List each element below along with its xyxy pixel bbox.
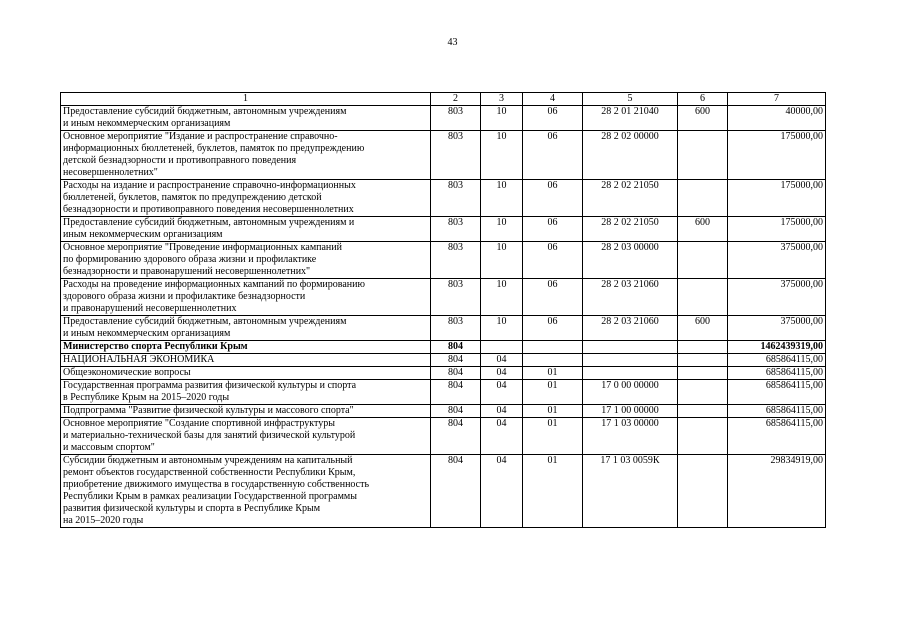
cell-target-article bbox=[583, 354, 678, 367]
cell-name-line: безнадзорности и правонарушений несовершеннолетних" bbox=[63, 266, 311, 277]
cell-name-line: и массовым спортом" bbox=[63, 442, 155, 453]
cell-expense-type bbox=[678, 180, 728, 217]
cell-name bbox=[61, 316, 431, 341]
cell-subsection: 01 bbox=[523, 405, 583, 418]
cell-name bbox=[61, 405, 431, 418]
cell-target-article: 17 1 03 0059К bbox=[583, 455, 678, 528]
cell-name-line: здорового образа жизни и профилактике безнадзорности bbox=[63, 291, 306, 302]
cell-amount: 375000,00 bbox=[728, 242, 826, 279]
cell-amount: 175000,00 bbox=[728, 131, 826, 180]
cell-amount: 375000,00 bbox=[728, 279, 826, 316]
cell-section: 04 bbox=[481, 354, 523, 367]
table-row bbox=[61, 341, 826, 354]
cell-name-line: Предоставление субсидий бюджетным, автономным учреждениям bbox=[63, 106, 347, 117]
cell-target-article: 28 2 03 21060 bbox=[583, 316, 678, 341]
cell-name-line: детской безнадзорности и противоправного поведения bbox=[63, 155, 297, 166]
cell-name-line: и иным некоммерческим организациям bbox=[63, 328, 231, 339]
table-row bbox=[61, 279, 826, 316]
cell-section: 04 bbox=[481, 418, 523, 455]
cell-section: 04 bbox=[481, 455, 523, 528]
cell-amount: 685864115,00 bbox=[728, 354, 826, 367]
cell-subsection: 01 bbox=[523, 418, 583, 455]
cell-name-line: Общеэкономические вопросы bbox=[63, 367, 191, 378]
cell-name-line: информационных бюллетеней, буклетов, памяток по предупреждению bbox=[63, 143, 365, 154]
cell-expense-type: 600 bbox=[678, 217, 728, 242]
cell-name-line: Основное мероприятие "Издание и распространение справочно- bbox=[63, 131, 338, 142]
cell-section: 04 bbox=[481, 380, 523, 405]
cell-name-line: Предоставление субсидий бюджетным, автономным учреждениям и bbox=[63, 217, 355, 228]
table-row bbox=[61, 106, 826, 131]
cell-expense-type bbox=[678, 380, 728, 405]
cell-target-article: 28 2 03 00000 bbox=[583, 242, 678, 279]
cell-expense-type bbox=[678, 354, 728, 367]
cell-target-article bbox=[583, 341, 678, 354]
cell-name-line: приобретение движимого имущества в государственную собственность bbox=[63, 479, 370, 490]
cell-name-line: Республики Крым в рамках реализации Государственной программы bbox=[63, 491, 357, 502]
table-row bbox=[61, 131, 826, 180]
cell-grbs: 804 bbox=[431, 367, 481, 380]
header-col-7: 7 bbox=[728, 93, 826, 106]
cell-target-article: 28 2 02 00000 bbox=[583, 131, 678, 180]
cell-name bbox=[61, 455, 431, 528]
cell-grbs: 803 bbox=[431, 180, 481, 217]
cell-name bbox=[61, 380, 431, 405]
cell-name bbox=[61, 131, 431, 180]
cell-name-line: Министерство спорта Республики Крым bbox=[63, 341, 248, 352]
header-col-2: 2 bbox=[431, 93, 481, 106]
cell-subsection: 06 bbox=[523, 279, 583, 316]
cell-section: 10 bbox=[481, 279, 523, 316]
cell-name bbox=[61, 106, 431, 131]
cell-target-article: 17 0 00 00000 bbox=[583, 380, 678, 405]
cell-section: 10 bbox=[481, 242, 523, 279]
cell-amount: 375000,00 bbox=[728, 316, 826, 341]
cell-subsection: 01 bbox=[523, 455, 583, 528]
cell-name-line: Предоставление субсидий бюджетным, автономным учреждениям bbox=[63, 316, 347, 327]
cell-section bbox=[481, 341, 523, 354]
cell-target-article: 28 2 02 21050 bbox=[583, 217, 678, 242]
cell-section: 04 bbox=[481, 367, 523, 380]
cell-subsection: 01 bbox=[523, 367, 583, 380]
cell-grbs: 803 bbox=[431, 217, 481, 242]
table-row bbox=[61, 455, 826, 528]
cell-name-line: несовершеннолетних" bbox=[63, 167, 158, 178]
cell-grbs: 803 bbox=[431, 279, 481, 316]
table-row bbox=[61, 242, 826, 279]
cell-target-article bbox=[583, 367, 678, 380]
cell-name-line: Субсидии бюджетным и автономным учреждениям на капитальный bbox=[63, 455, 353, 466]
cell-name bbox=[61, 418, 431, 455]
cell-amount: 175000,00 bbox=[728, 217, 826, 242]
cell-grbs: 804 bbox=[431, 354, 481, 367]
cell-name-line: НАЦИОНАЛЬНАЯ ЭКОНОМИКА bbox=[63, 354, 215, 365]
cell-subsection: 01 bbox=[523, 380, 583, 405]
cell-section: 10 bbox=[481, 217, 523, 242]
header-col-1: 1 bbox=[61, 93, 431, 106]
cell-grbs: 803 bbox=[431, 106, 481, 131]
cell-name-line: бюллетеней, буклетов, памяток по предупреждению детской bbox=[63, 192, 322, 203]
cell-expense-type bbox=[678, 242, 728, 279]
cell-amount: 685864115,00 bbox=[728, 367, 826, 380]
cell-grbs: 804 bbox=[431, 341, 481, 354]
cell-amount: 685864115,00 bbox=[728, 405, 826, 418]
cell-amount: 175000,00 bbox=[728, 180, 826, 217]
cell-name-line: Основное мероприятие "Создание спортивной инфраструктуры bbox=[63, 418, 335, 429]
cell-name-line: Подпрограмма "Развитие физической культуры и массового спорта" bbox=[63, 405, 354, 416]
cell-section: 10 bbox=[481, 131, 523, 180]
cell-name-line: Расходы на издание и распространение справочно-информационных bbox=[63, 180, 356, 191]
cell-subsection: 06 bbox=[523, 217, 583, 242]
table-row bbox=[61, 316, 826, 341]
cell-subsection: 06 bbox=[523, 180, 583, 217]
table-row bbox=[61, 418, 826, 455]
cell-subsection: 06 bbox=[523, 106, 583, 131]
cell-target-article: 17 1 03 00000 bbox=[583, 418, 678, 455]
cell-name-line: Основное мероприятие "Проведение информационных кампаний bbox=[63, 242, 342, 253]
cell-name-line: и иным некоммерческим организациям bbox=[63, 118, 231, 129]
header-col-5: 5 bbox=[583, 93, 678, 106]
table-row bbox=[61, 380, 826, 405]
cell-section: 10 bbox=[481, 180, 523, 217]
cell-grbs: 804 bbox=[431, 380, 481, 405]
table-row bbox=[61, 367, 826, 380]
cell-expense-type: 600 bbox=[678, 106, 728, 131]
cell-name bbox=[61, 341, 431, 354]
cell-target-article: 28 2 03 21060 bbox=[583, 279, 678, 316]
cell-expense-type bbox=[678, 131, 728, 180]
cell-section: 10 bbox=[481, 106, 523, 131]
table-header-row bbox=[61, 93, 826, 106]
cell-subsection bbox=[523, 341, 583, 354]
cell-target-article: 17 1 00 00000 bbox=[583, 405, 678, 418]
cell-expense-type bbox=[678, 279, 728, 316]
cell-amount: 685864115,00 bbox=[728, 380, 826, 405]
cell-name-line: Расходы на проведение информационных кампаний по формированию bbox=[63, 279, 365, 290]
cell-name-line: развития физической культуры и спорта в Республике Крым bbox=[63, 503, 321, 514]
page-number: 43 bbox=[447, 37, 458, 48]
cell-grbs: 804 bbox=[431, 405, 481, 418]
cell-target-article: 28 2 02 21050 bbox=[583, 180, 678, 217]
cell-name-line: и правонарушений несовершеннолетних bbox=[63, 303, 237, 314]
cell-name bbox=[61, 279, 431, 316]
cell-grbs: 803 bbox=[431, 242, 481, 279]
cell-name-line: Государственная программа развития физической культуры и спорта bbox=[63, 380, 357, 391]
cell-name-line: на 2015–2020 годы bbox=[63, 515, 144, 526]
cell-section: 10 bbox=[481, 316, 523, 341]
header-col-6: 6 bbox=[678, 93, 728, 106]
cell-amount: 29834919,00 bbox=[728, 455, 826, 528]
cell-expense-type bbox=[678, 405, 728, 418]
cell-amount: 685864115,00 bbox=[728, 418, 826, 455]
cell-expense-type bbox=[678, 367, 728, 380]
cell-name bbox=[61, 242, 431, 279]
cell-subsection bbox=[523, 354, 583, 367]
table-row bbox=[61, 354, 826, 367]
header-col-3: 3 bbox=[481, 93, 523, 106]
cell-expense-type bbox=[678, 341, 728, 354]
table-row bbox=[61, 217, 826, 242]
cell-name-line: по формированию здорового образа жизни и профилактике bbox=[63, 254, 317, 265]
cell-grbs: 804 bbox=[431, 418, 481, 455]
cell-name bbox=[61, 367, 431, 380]
cell-name-line: ремонт объектов государственной собственности Республики Крым, bbox=[63, 467, 356, 478]
cell-grbs: 804 bbox=[431, 455, 481, 528]
table-row bbox=[61, 180, 826, 217]
cell-subsection: 06 bbox=[523, 316, 583, 341]
cell-name bbox=[61, 354, 431, 367]
cell-expense-type bbox=[678, 418, 728, 455]
cell-subsection: 06 bbox=[523, 242, 583, 279]
cell-expense-type: 600 bbox=[678, 316, 728, 341]
table-row bbox=[61, 405, 826, 418]
cell-grbs: 803 bbox=[431, 316, 481, 341]
cell-expense-type bbox=[678, 455, 728, 528]
cell-name-line: в Республике Крым на 2015–2020 годы bbox=[63, 392, 230, 403]
budget-table bbox=[60, 92, 826, 528]
header-col-4: 4 bbox=[523, 93, 583, 106]
cell-section: 04 bbox=[481, 405, 523, 418]
table-body bbox=[61, 106, 826, 528]
cell-target-article: 28 2 01 21040 bbox=[583, 106, 678, 131]
cell-name-line: безнадзорности и противоправного поведения несовершеннолетних bbox=[63, 204, 354, 215]
cell-name-line: и материально-технической базы для занятий физической культурой bbox=[63, 430, 356, 441]
cell-name bbox=[61, 217, 431, 242]
cell-grbs: 803 bbox=[431, 131, 481, 180]
cell-name bbox=[61, 180, 431, 217]
cell-amount: 1462439319,00 bbox=[728, 341, 826, 354]
cell-subsection: 06 bbox=[523, 131, 583, 180]
cell-name-line: иным некоммерческим организациям bbox=[63, 229, 223, 240]
cell-amount: 40000,00 bbox=[728, 106, 826, 131]
